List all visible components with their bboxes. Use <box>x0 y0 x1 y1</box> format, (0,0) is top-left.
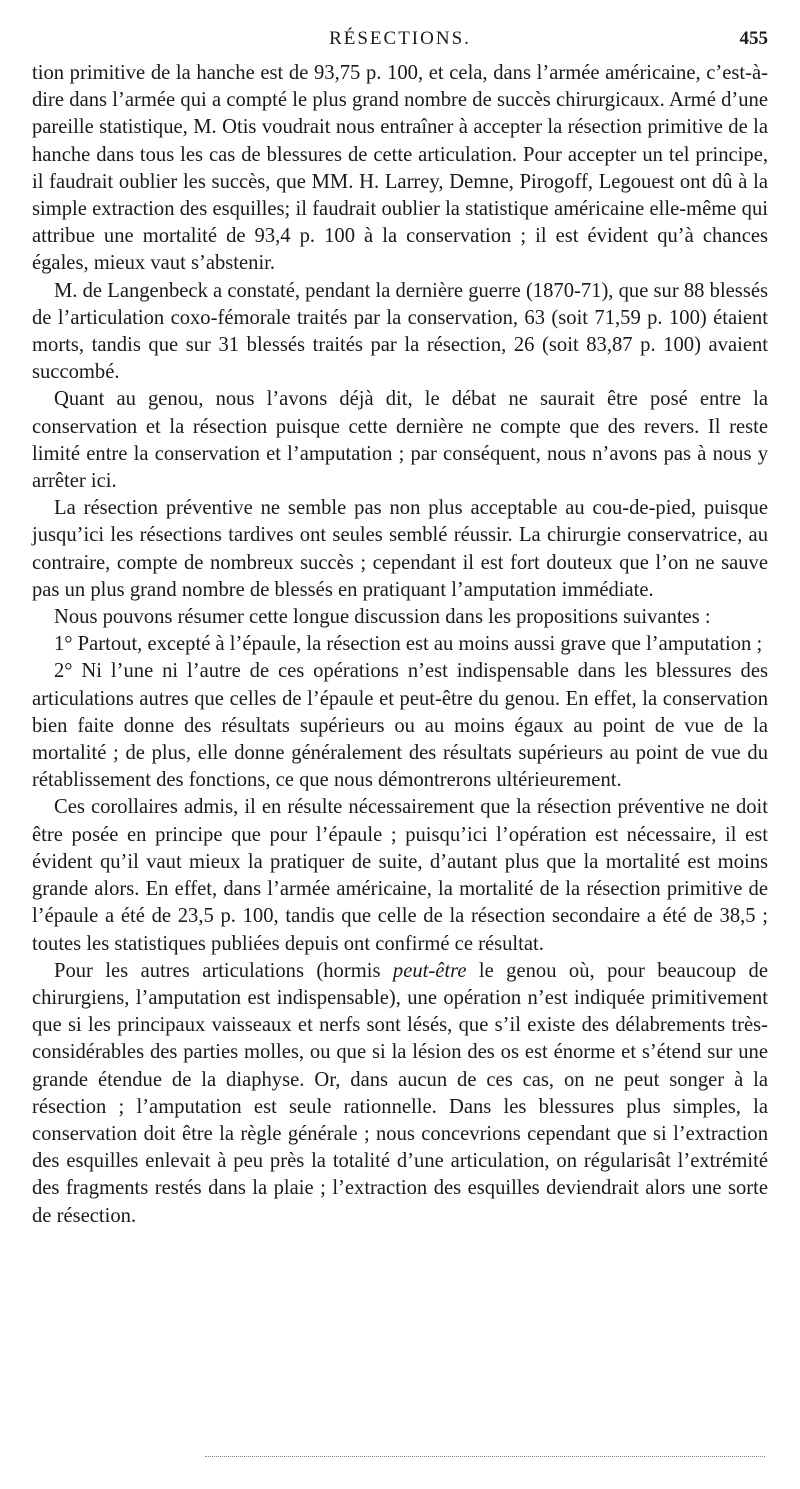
paragraph-corollaires: Ces corollaires admis, il en résulte nécessairement que la résection préventive ne doit être posée en principe que pour l’épaule ; puisqu’ici l’opération est nécessaire, il est évident qu’il vaut mieux la pratiquer de suite, d’autant plus que la mortalité est moins grande alors. En effet, dans l’armée américaine, la mortalité de la résection primitive de l’épaule a été de 23,5 p. 100, tandis que celle de la résection secondaire a été de 38,5 ; toutes les statistiques publiées depuis ont confirmé ce résultat. <box>32 796 768 955</box>
paragraph-continuation: tion primitive de la hanche est de 93,75 p. 100, et cela, dans l’armée américaine, c’est-à-dire dans l’armée qui a compté le plus grand nombre de succès chirurgicaux. Armé d’une pareille statistique, M. Otis voudrait nous entraîner à accepter la résection primitive de la hanche dans tous les cas de blessures de cette articulation. Pour accepter un tel principe, il faudrait oublier les succès, que MM. H. Larrey, Demne, Pirogoff, Legouest ont dû à la simple extraction des esquilles; il faudrait oublier la statistique américaine elle-même qui attribue une mortalité de 93,4 p. 100 à la conservation ; il est évident qu’à chances égales, mieux vaut s’abstenir. <box>32 62 768 275</box>
paragraph-genou: Quant au genou, nous l’avons déjà dit, le débat ne saurait être posé entre la conservation et la résection puisque cette dernière ne compte que des revers. Il reste limité entre la conservation et l’amputation ; par conséquent, nous n’avons pas à nous y arrêter ici. <box>32 388 768 493</box>
footer-dotted-rule <box>205 1450 765 1457</box>
paragraph-autres-articulations <box>32 958 768 1230</box>
page-number: 455 <box>739 28 768 49</box>
body-text <box>32 60 768 1230</box>
text-before-italic: Pour les autres articulations (hormis <box>54 959 393 982</box>
paragraph-proposition-2: 2° Ni l’une ni l’autre de ces opérations n’est indispensable dans les blessures des articulations autres que celles de l’épaule et peut-être du genou. En effet, la conservation bien faite donne des résultats supérieurs ou au moins égaux au point de vue de la mortalité ; de plus, elle donne généralement des résultats supérieurs au point de vue du rétablissement des fonctions, ce que nous démontrerons ultérieurement. <box>32 660 768 792</box>
paragraph-langenbeck: M. de Langenbeck a constaté, pendant la dernière guerre (1870-71), que sur 88 blessés de l’articulation coxo-fémorale traités par la conservation, 63 (soit 71,59 p. 100) étaient morts, tandis que sur 31 blessés traités par la résection, 26 (soit 83,87 p. 100) avaient succombé. <box>32 279 768 384</box>
page-header <box>32 22 768 60</box>
book-page <box>32 22 768 1230</box>
text-after-italic: le genou où, pour beaucoup de chirurgiens, l’amputation est indispensable), une opération n’est indiquée primitivement que si les principaux vaisseaux et nerfs sont lésés, que s’il existe des délabrements très-considérables des parties molles, ou que si la lésion des os est énorme et s’étend sur une grande étendue de la diaphyse. Or, dans aucun de ces cas, on ne peut songer à la résection ; l’amputation est seule rationnelle. Dans les blessures plus simples, la conservation doit être la règle générale ; nous concevrions cependant que si l’extraction des esquilles enlevait à peu près la totalité d’une articulation, on régularisât l’extrémité des fragments restés dans la plaie ; l’extraction des esquilles deviendrait alors une sorte de résection. <box>32 959 768 1227</box>
italic-phrase: peut-être <box>392 959 467 982</box>
paragraph-cou-de-pied: La résection préventive ne semble pas non plus acceptable au cou-de-pied, puisque jusqu’ici les résections tardives ont seules semblé réussir. La chirurgie conservatrice, au contraire, compte de nombreux succès ; cependant il est fort douteux que l’on ne sauve pas un plus grand nombre de blessés en pratiquant l’amputation immédiate. <box>32 497 768 601</box>
running-title: RÉSECTIONS. <box>329 28 471 49</box>
paragraph-propositions-intro: Nous pouvons résumer cette longue discussion dans les propositions suivantes : <box>54 606 711 629</box>
paragraph-proposition-1: 1° Partout, excepté à l’épaule, la résection est au moins aussi grave que l’amputation ; <box>54 633 763 656</box>
